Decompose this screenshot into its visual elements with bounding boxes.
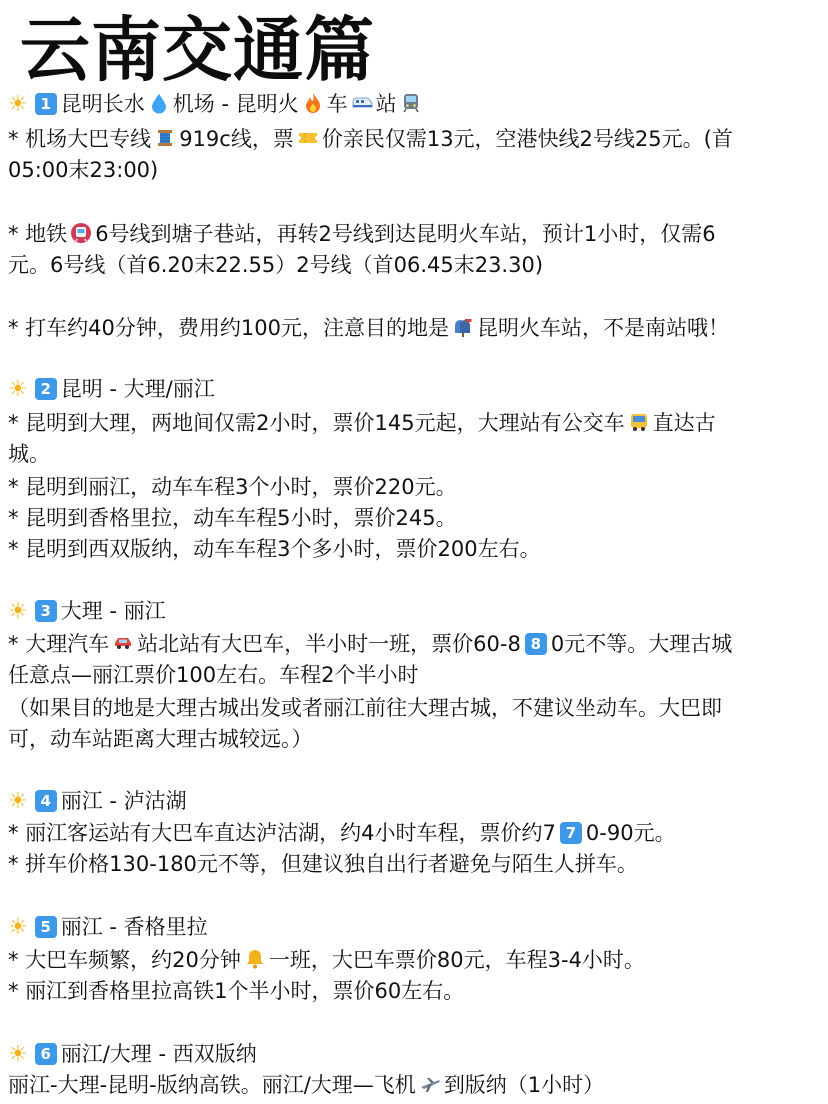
- number-badge-3: 3: [35, 600, 57, 622]
- sun-icon: ☀: [8, 92, 28, 117]
- section-4-line-1: * 丽江客运站有大巴车直达泸沽湖，约4小时车程，票价约7 7 0-90元。: [8, 821, 676, 845]
- section-3-line-4: 可，动车站距离大理古城较远。）: [8, 727, 313, 751]
- section-3-line-1: * 大理汽车 站北站有大巴车，半小时一班，票价60-8 8 0元不等。大理古城: [8, 632, 733, 656]
- section-1-line-1: * 机场大巴专线 919c线，票 价亲民仅需13元，空港快线2号线25元。(首: [8, 127, 733, 151]
- bullet-train-icon: [351, 92, 373, 114]
- section-4-line-2: * 拼车价格130-180元不等，但建议独自出行者避免与陌生人拼车。: [8, 852, 638, 876]
- section-1-line-4: 元。6号线（首6.20末22.55）2号线（首06.45末23.30): [8, 253, 544, 277]
- section-1-line-3: * 地铁 6号线到塘子巷站，再转2号线到达昆明火车站，预计1小时，仅需6: [8, 222, 716, 246]
- ticket-icon: [297, 127, 319, 149]
- section-3-heading: ☀ 3 大理 - 丽江: [8, 599, 166, 624]
- section-5-line-2: * 丽江到香格里拉高铁1个半小时，票价60左右。: [8, 979, 465, 1003]
- section-2-line-1: * 昆明到大理，两地间仅需2小时，票价145元起，大理站有公交车 直达古: [8, 411, 716, 435]
- section-2-line-5: * 昆明到西双版纳，动车车程3个多小时，票价200左右。: [8, 537, 541, 561]
- car-icon: [112, 632, 134, 654]
- mailbox-icon: [452, 316, 474, 338]
- section-1-heading: ☀ 1 昆明长水 机场 - 昆明火 车 站: [8, 89, 824, 120]
- section-1-line-2: 05:00末23:00): [8, 158, 159, 182]
- sun-icon: ☀: [8, 1042, 28, 1067]
- section-3-line-2: 任意点—丽江票价100左右。车程2个半小时: [8, 663, 419, 687]
- number-badge-4: 4: [35, 790, 57, 812]
- section-2-line-2: 城。: [8, 442, 50, 466]
- thread-spool-icon: [154, 127, 176, 149]
- section-4-heading: ☀ 4 丽江 - 泸沽湖: [8, 789, 187, 814]
- droplet-icon: [148, 92, 170, 114]
- section-5-line-1: * 大巴车频繁，约20分钟 一班，大巴车票价80元，车程3-4小时。: [8, 948, 645, 972]
- bus-icon: [628, 411, 650, 433]
- number-badge-5: 5: [35, 916, 57, 938]
- bell-icon: [244, 948, 266, 970]
- sun-icon: ☀: [8, 599, 28, 624]
- section-2-heading: ☀ 2 昆明 - 大理/丽江: [8, 377, 215, 402]
- metro-icon: [70, 222, 92, 244]
- section-3-line-3: （如果目的地是大理古城出发或者丽江前往大理古城，不建议坐动车。大巴即: [8, 696, 722, 720]
- airplane-icon: [419, 1073, 441, 1095]
- number-badge-1: 1: [35, 93, 57, 115]
- number-badge-8: 8: [525, 633, 547, 655]
- section-6-heading: ☀ 6 丽江/大理 - 西双版纳: [8, 1042, 257, 1067]
- section-5-heading: ☀ 5 丽江 - 香格里拉: [8, 915, 208, 940]
- number-badge-2: 2: [35, 378, 57, 400]
- section-2-line-3: * 昆明到丽江，动车车程3个小时，票价220元。: [8, 475, 457, 499]
- section-6-line-1: 丽江-大理-昆明-版纳高铁。丽江/大理—飞机 到版纳（1小时）: [8, 1073, 605, 1097]
- fire-icon: [302, 92, 324, 114]
- number-badge-6: 6: [35, 1043, 57, 1065]
- train-icon: [400, 92, 422, 114]
- sun-icon: ☀: [8, 377, 28, 402]
- section-2-line-4: * 昆明到香格里拉，动车车程5小时，票价245。: [8, 506, 457, 530]
- section-1-line-5: * 打车约40分钟，费用约100元，注意目的地是 昆明火车站，不是南站哦！: [8, 316, 729, 340]
- page-title: 云南交通篇: [20, 9, 375, 91]
- sun-icon: ☀: [8, 789, 28, 814]
- number-badge-7: 7: [560, 822, 582, 844]
- sun-icon: ☀: [8, 915, 28, 940]
